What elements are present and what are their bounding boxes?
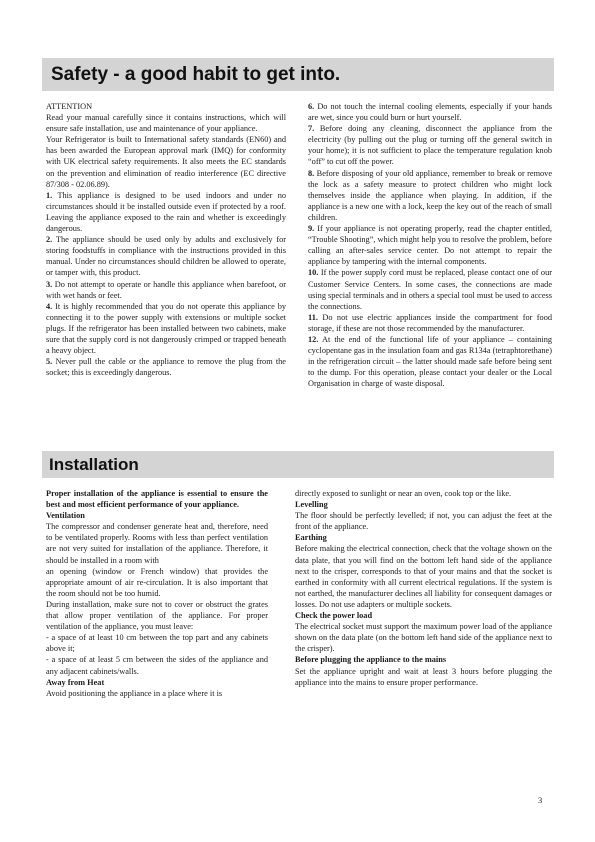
item-number: 4. — [46, 301, 53, 311]
item-number: 10. — [308, 268, 319, 278]
item-text: Your Refrigerator is built to International safety standards (EN60) and has been awarded the European approval mark (IMQ) for conformity with UK electrical safety requirements. It also meets the EC standards on the prevention and elimination of readio interference (EC directive 87/308 - 02.06.89). — [46, 135, 286, 189]
subheading: Levelling — [295, 500, 328, 510]
item-text: If your appliance is not operating properly, read the chapter entitled, “Trouble Shooting”, which might help you to resolve the problem, before calling an after-sales service center. Do not attempt to repair the appliance by tampering with the internal components. — [308, 224, 553, 267]
subheading: Ventilation — [46, 511, 85, 521]
item-number: 9. — [308, 224, 315, 234]
item-text: Do not touch the internal cooling elements, especially if your hands are wet, since you could burn or hurt yourself. — [308, 102, 552, 123]
safety-item — [308, 101, 552, 123]
item-text: At the end of the functional life of your appliance – containing cyclopentane gas in the insulation foam and gas R134a (tetraphtorethane) in the refrigeration circuit – the latter should made safe before being sent to the dump. For this operation, please contact your dealer or the Local Organisation in charge of waste disposal. — [308, 334, 553, 389]
paragraph: directly exposed to sunlight or near an oven, cook top or the like. — [295, 489, 512, 498]
item-text: It is highly recommended that you do not operate this appliance by connecting it to the power supply with extensions or multiple socket plugs. If the refrigerator has been installed between two cabinets, make sure that the supply cord is not dangerously crimped or trapped beneath a heavy object. — [46, 301, 286, 356]
item-number: 8. — [308, 168, 315, 178]
installation-header-band — [42, 451, 554, 478]
subheading: Away from Heat — [46, 677, 105, 687]
paragraph: The electrical socket must support the maximum power load of the appliance shown on the data plate (on the bottom left hand side of the appliance next to the crisper). — [295, 622, 552, 654]
item-number: 2. — [46, 235, 53, 245]
safety-item — [308, 223, 552, 267]
subheading: Check the power load — [295, 611, 373, 621]
item-text: Do not attempt to operate or handle this appliance when barefoot, or with wet hands or feet. — [46, 279, 286, 300]
safety-right-column — [308, 101, 552, 389]
item-number: 1. — [46, 190, 53, 200]
installation-left-column — [46, 488, 268, 699]
paragraph: - a space of at least 5 cm between the sides of the appliance and any adjacent cabinets/walls. — [46, 655, 268, 676]
safety-item — [46, 234, 286, 278]
safety-left-column — [46, 101, 286, 378]
item-text: ATTENTION — [46, 102, 93, 111]
item-number: 5. — [46, 357, 53, 367]
item-number: 11. — [308, 312, 318, 322]
safety-item — [46, 356, 286, 378]
paragraph: The floor should be perfectly levelled; if not, you can adjust the feet at the front of the appliance. — [295, 511, 552, 532]
safety-item — [46, 101, 286, 112]
item-text: This appliance is designed to be used indoors and under no circumstances should it be installed outside even if protected by a roof. Leaving the appliance exposed to the rain and whether is exceedingly dangerous. — [46, 190, 286, 234]
paragraph: The compressor and condenser generate heat and, therefore, need to be ventilated properly. Rooms with less than perfect ventilation are not very suited for installation of the appliance. Therefore, it should be installed in a room with — [46, 522, 268, 565]
paragraph: - a space of at least 10 cm between the top part and any cabinets above it; — [46, 633, 268, 654]
safety-item — [308, 312, 552, 334]
item-number: 6. — [308, 102, 315, 111]
item-number: 3. — [46, 279, 53, 289]
safety-title: Safety - a good habit to get into. — [51, 64, 341, 85]
safety-item — [308, 267, 552, 311]
subheading: Earthing — [295, 533, 327, 543]
paragraph: Set the appliance upright and wait at least 3 hours before plugging the appliance into the mains to ensure proper performance. — [295, 666, 552, 687]
safety-item — [308, 168, 552, 223]
item-text: If the power supply cord must be replaced, please contact one of our Customer Service Centers. In some cases, the connections are made using special terminals and in others a special tool must be used to access the connections. — [308, 268, 553, 311]
safety-item — [46, 134, 286, 189]
item-number: 12. — [308, 334, 319, 344]
safety-item — [308, 334, 552, 389]
safety-item — [46, 279, 286, 301]
item-text: Before doing any cleaning, disconnect the appliance from the electricity (by pulling out the plug or turning off the general switch in your home); it is not sufficient to place the temperature regulation knob “off” to cut off the power. — [308, 124, 552, 167]
item-text: The appliance should be used only by adults and exclusively for storing foodstuffs in compliance with the instructions provided in this manual. Under no circumstances should children be allowed to operate, or tamper with, this product. — [46, 235, 286, 278]
installation-right-column — [295, 488, 552, 688]
paragraph: Avoid positioning the appliance in a place where it is — [46, 688, 223, 698]
item-text: Before disposing of your old appliance, remember to break or remove the lock as a safety measure to protect children who might lock themselves inside the appliance when playing. In addition, if the appliance is a new one with a lock, keep the key out of the reach of small children. — [308, 168, 552, 222]
paragraph: Before making the electrical connection, check that the voltage shown on the data plate, that you will find on the bottom left hand side of the appliance next to the crisper, corresponds to that of your mains and that the socket is earthed in conformity with all current electrical regulations. If the system is not earthed, the manufacturer declines all liability for consequent damages or losses. Do not use adapters or multiple sockets. — [295, 544, 552, 609]
paragraph: During installation, make sure not to cover or obstruct the grates that allow proper ventilation of the appliance. For proper ventilation of the appliance, you must leave: — [46, 599, 268, 632]
safety-item — [46, 190, 286, 234]
page-number: 3 — [538, 795, 543, 805]
item-text: Never pull the cable or the appliance to remove the plug from the socket; this is exceedingly dangerous. — [46, 357, 286, 378]
safety-item — [308, 123, 552, 167]
item-text: Read your manual carefully since it contains instructions, which will ensure safe installation, use and maintenance of your appliance. — [46, 113, 286, 134]
paragraph: an opening (window or French window) that provides the appropriate amount of air re-circulation. It is also important that the room should not be too humid. — [46, 566, 268, 598]
safety-item — [46, 112, 286, 134]
safety-header-band — [42, 58, 554, 91]
subheading: Before plugging the appliance to the mains — [295, 655, 447, 665]
installation-title: Installation — [49, 455, 139, 474]
safety-item — [46, 301, 286, 356]
item-number: 7. — [308, 124, 315, 134]
intro-paragraph: Proper installation of the appliance is essential to ensure the best and most efficient performance of your appliance. — [46, 489, 268, 510]
item-text: Do not use electric appliances inside the compartment for food storage, if these are not those recommended by the manufacturer. — [308, 312, 552, 333]
